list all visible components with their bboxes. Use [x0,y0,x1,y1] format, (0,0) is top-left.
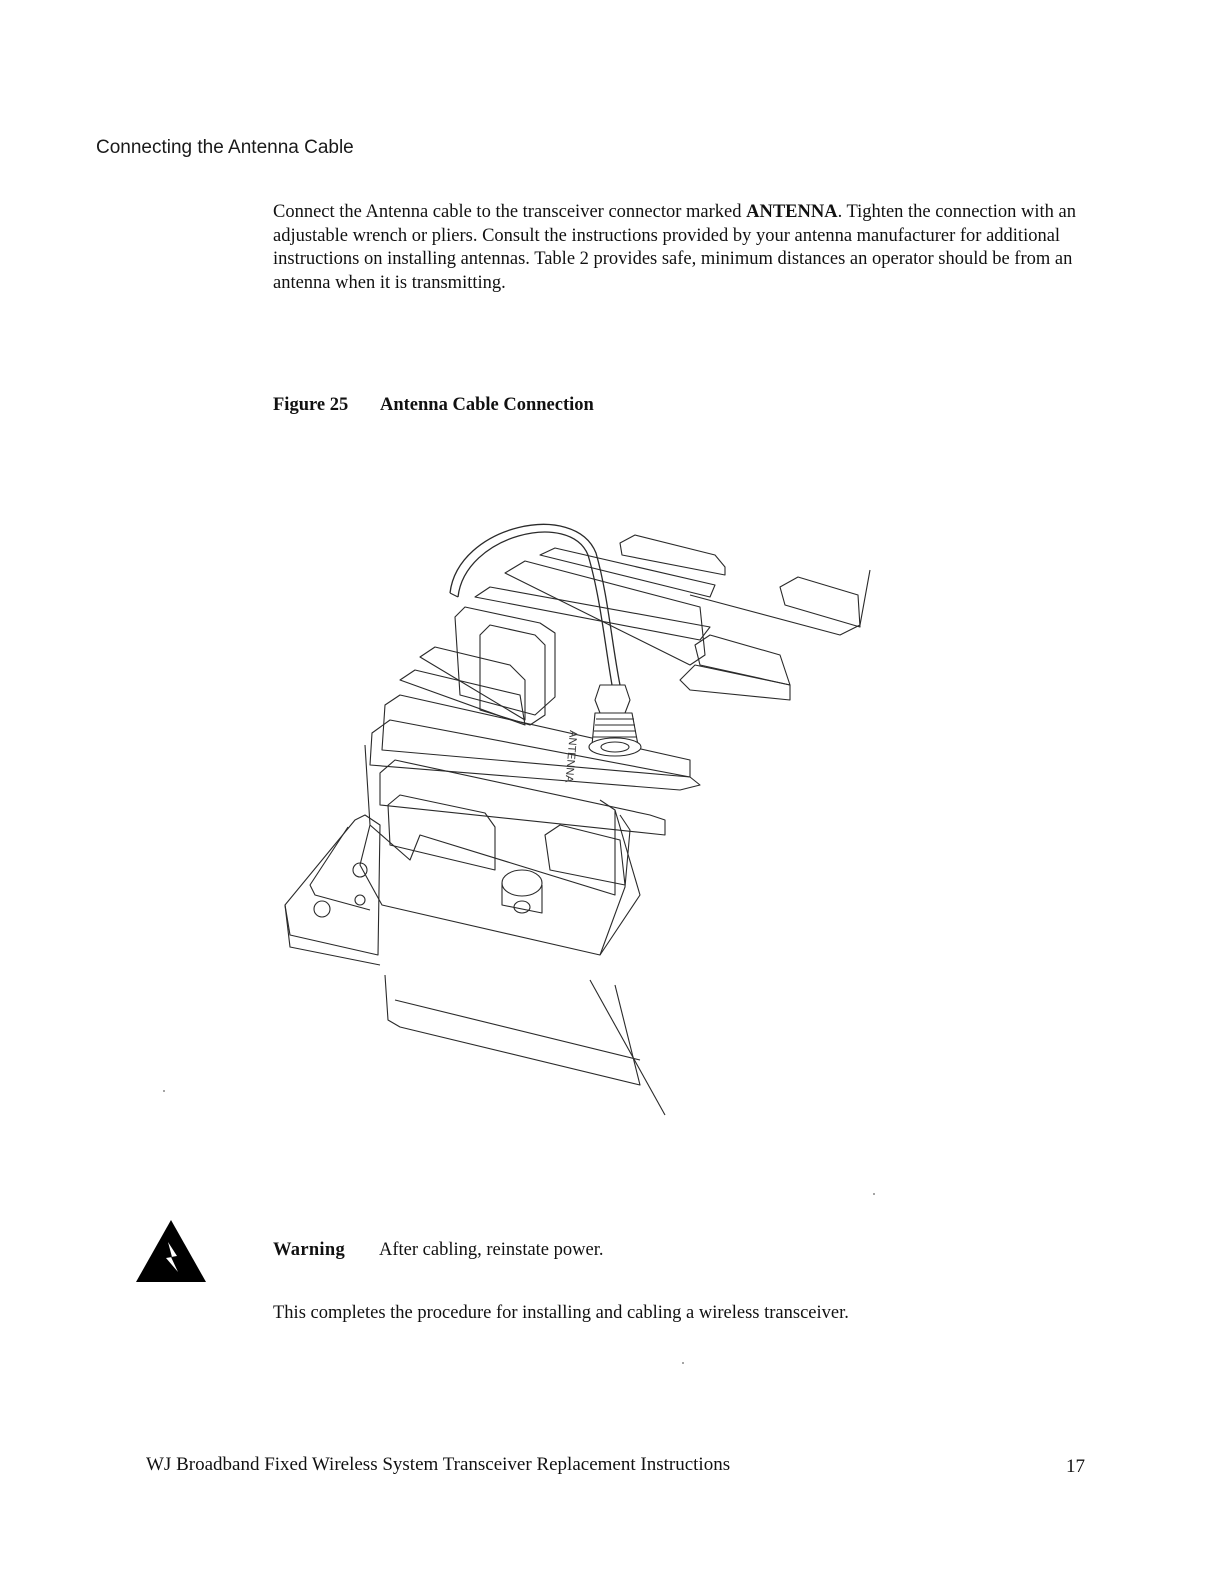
heatsink-fin [400,670,525,725]
antenna-connector-marking: ANTENNA [562,729,579,784]
heatsink-fin [780,577,860,627]
warning-triangle-icon [134,1218,208,1284]
instruction-text-end: . Tighten the connection with an adjustable wrench or pliers. Consult the instructions provided by your antenna manufacturer for additional instructions on installing antennas. Table 2 provides safe, minimum distances an operator should be from an antenna when it is transmitting. [273,202,1077,293]
scan-speck [873,1193,875,1195]
heatsink-fin [388,795,495,870]
antenna-connector [589,685,641,756]
scan-speck [163,1090,165,1092]
page-number: 17 [1066,1456,1085,1477]
antenna-cable-illustration [270,515,890,1125]
figure-caption [273,395,594,416]
instruction-text-start: Connect the Antenna cable to the transceiver connector marked [273,202,747,222]
housing-skirt [385,975,640,1085]
warning-text: After cabling, reinstate power. [379,1240,604,1260]
warning-label: Warning [273,1240,346,1260]
heatsink-fin [382,695,690,777]
figure-title: Antenna Cable Connection [380,395,594,415]
heatsink-fin [505,561,705,665]
footer-title: WJ Broadband Fixed Wireless System Transceiver Replacement Instructions [146,1454,731,1475]
instruction-paragraph [273,201,1133,295]
mounting-hole [502,870,542,896]
mounting-hole [314,901,330,917]
closing-sentence: This completes the procedure for installing and cabling a wireless transceiver. [273,1303,849,1323]
heatsink-fin [695,635,790,685]
heatsink-fin [480,625,545,725]
warning-note [273,1240,603,1261]
heatsink-fin [545,825,625,885]
section-heading: Connecting the Antenna Cable [96,137,354,158]
connector-name: ANTENNA [746,202,838,222]
figure-number: Figure 25 [273,395,349,415]
heatsink-fin [540,548,715,597]
heatsink-fin [475,587,710,640]
heatsink-fin [370,720,700,790]
heatsink-fin [680,665,790,700]
heatsink-fin [620,535,725,575]
mounting-flange [285,815,380,955]
heatsink-fin [455,607,555,715]
scan-speck [682,1362,684,1364]
